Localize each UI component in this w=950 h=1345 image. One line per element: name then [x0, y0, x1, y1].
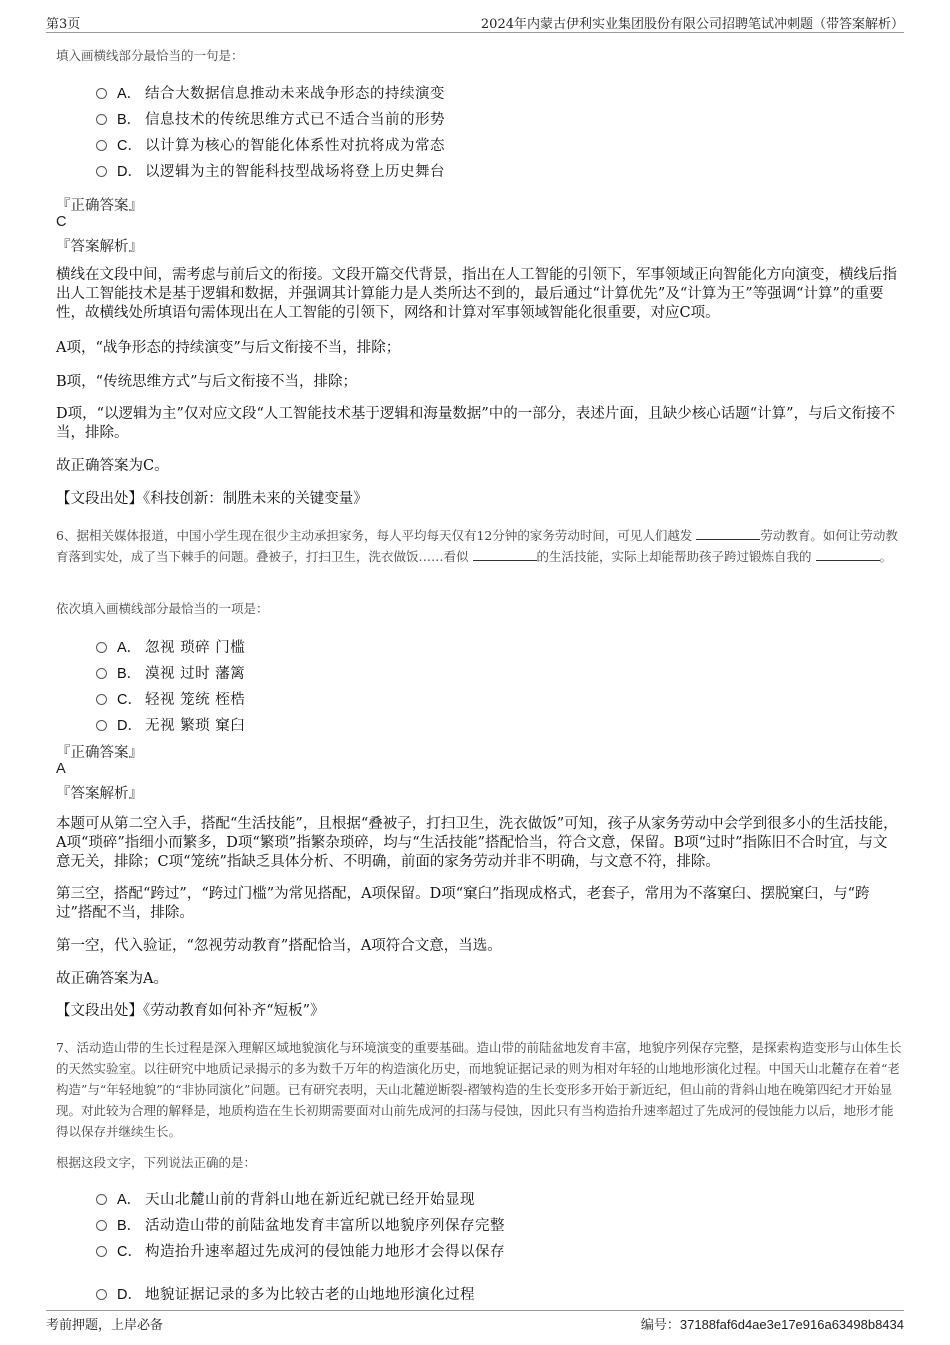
- q5-answer-label: 『正确答案』: [56, 198, 143, 214]
- q6-source: 【文段出处】《劳动教育如何补齐“短板”》: [56, 1003, 325, 1019]
- radio-icon[interactable]: [96, 140, 107, 151]
- q6-answer: A: [56, 761, 66, 777]
- q5-option-c[interactable]: C． 以计算为核心的智能化体系性对抗将成为常态: [96, 134, 445, 155]
- radio-icon[interactable]: [96, 88, 107, 99]
- q6-analysis-label: 『答案解析』: [56, 786, 143, 802]
- q5-option-d[interactable]: D． 以逻辑为主的智能科技型战场将登上历史舞台: [96, 160, 445, 181]
- q6-analysis-paragraph: 本题可从第二空入手，搭配“生活技能”，且根据“叠被子，打扫卫生，洗衣做饭”可知，孩子从家务劳动中会学到很多小的生活技能，A项“琐碎”指细小而繁多，D项“繁琐”指繁杂琐碎，均与“生活技能”搭配恰当，符合文意，保留。B项“过时”指陈旧不合时宜，与文意无关，排除；C项“笼统”指缺乏具体分析、不明确，前面的家务劳动并非不明确，与文意不符，排除。: [56, 816, 898, 870]
- q7-stem: 7、活动造山带的生长过程是深入理解区域地貌演化与环境演变的重要基础。造山带的前陆盆地发育丰富，地貌序列保存完整，是探索构造变形与山体生长的天然实验室。以往研究中地质记录揭示的多为数千万年的构造演化历史，而地貌证据记录的则为相对年轻的山地地形演化过程。中国天山北麓存在着“老构造”与“年轻地貌”的“非协同演化”问题。已有研究表明，天山北麓逆断裂-褶皱构造的生长变形多开始于新近纪，但山前的背斜山地在晚第四纪才开始显现。对此较为合理的解释是，地质构造在生长初期需要面对山前先成河的扫荡与侵蚀，因此只有当构造抬升速率超过了先成河的侵蚀能力以后，地形才能得以保存并继续生长。: [56, 1040, 902, 1139]
- q6-option-d[interactable]: D． 无视 繁琐 窠臼: [96, 714, 245, 735]
- q6-analysis-paragraph: 故正确答案为A。: [56, 971, 168, 987]
- q7-option-a[interactable]: A． 天山北麓山前的背斜山地在新近纪就已经开始显现: [96, 1188, 475, 1209]
- footer-serial: 编号：37188faf6d4ae3e17e916a63498b8434: [640, 1317, 904, 1333]
- radio-icon[interactable]: [96, 668, 107, 679]
- radio-icon[interactable]: [96, 1220, 107, 1231]
- q5-analysis-paragraph: D项，“以逻辑为主”仅对应文段“人工智能技术基于逻辑和海量数据”中的一部分，表述片面，且缺少核心话题“计算”，与后文衔接不当，排除。: [56, 406, 896, 441]
- q6-option-c[interactable]: C． 轻视 笼统 桎梏: [96, 688, 245, 709]
- q7-option-d[interactable]: D． 地貌证据记录的多为比较古老的山地地形演化过程: [96, 1283, 475, 1304]
- radio-icon[interactable]: [96, 1194, 107, 1205]
- q6-option-b[interactable]: B． 漠视 过时 藩篱: [96, 662, 245, 683]
- page-header: [0, 0, 950, 34]
- q5-option-b[interactable]: B． 信息技术的传统思维方式已不适合当前的形势: [96, 108, 445, 129]
- document-title: 2024年内蒙古伊利实业集团股份有限公司招聘笔试冲刺题（带答案解析）: [480, 17, 904, 32]
- footer-divider: [46, 1310, 904, 1311]
- radio-icon[interactable]: [96, 1289, 107, 1300]
- radio-icon[interactable]: [96, 642, 107, 653]
- q5-analysis-paragraph: 横线在文段中间，需考虑与前后文的衔接。文段开篇交代背景，指出在人工智能的引领下，军事领域正向智能化方向演变，横线后指出人工智能技术是基于逻辑和数据，并强调其计算能力是人类所达不到的，最后通过“计算优先”及“计算为王”等强调“计算”的重要性，故横线处所填语句需体现出在人工智能的引领下，网络和计算对军事领域智能化很重要，对应C项。: [56, 267, 897, 321]
- radio-icon[interactable]: [96, 694, 107, 705]
- page-number: 第3页: [46, 17, 81, 32]
- q6-option-a[interactable]: A． 忽视 琐碎 门槛: [96, 636, 245, 657]
- q5-answer: C: [56, 214, 67, 230]
- footer-slogan: 考前押题，上岸必备: [46, 1318, 164, 1333]
- q7-option-c[interactable]: C． 构造抬升速率超过先成河的侵蚀能力地形才会得以保存: [96, 1240, 505, 1261]
- answer-blank[interactable]: [696, 527, 760, 540]
- q5-analysis-paragraph: 故正确答案为C。: [56, 458, 169, 474]
- radio-icon[interactable]: [96, 1246, 107, 1257]
- q6-prompt: 依次填入画横线部分最恰当的一项是：: [56, 601, 269, 616]
- q5-prompt: 填入画横线部分最恰当的一句是：: [56, 48, 244, 63]
- q5-analysis-paragraph: A项，“战争形态的持续演变”与后文衔接不当，排除；: [56, 340, 401, 356]
- q5-analysis-paragraph: B项，“传统思维方式”与后文衔接不当，排除；: [56, 374, 357, 390]
- header-divider: [46, 32, 904, 33]
- q6-analysis-paragraph: 第三空，搭配“跨过”，“跨过门槛”为常见搭配，A项保留。D项“窠臼”指现成格式，老套子，常用为不落窠臼、摆脱窠臼，与“跨过”搭配不当，排除。: [56, 886, 870, 921]
- answer-blank[interactable]: [816, 548, 880, 561]
- q5-option-a[interactable]: A． 结合大数据信息推动未来战争形态的持续演变: [96, 82, 445, 103]
- radio-icon[interactable]: [96, 114, 107, 125]
- q5-analysis-label: 『答案解析』: [56, 239, 143, 255]
- answer-blank[interactable]: [473, 548, 537, 561]
- q7-prompt: 根据这段文字，下列说法正确的是：: [56, 1155, 257, 1170]
- radio-icon[interactable]: [96, 166, 107, 177]
- radio-icon[interactable]: [96, 720, 107, 731]
- q7-option-b[interactable]: B． 活动造山带的前陆盆地发育丰富所以地貌序列保存完整: [96, 1214, 505, 1235]
- q5-source: 【文段出处】《科技创新：制胜未来的关键变量》: [56, 491, 368, 507]
- q6-answer-label: 『正确答案』: [56, 745, 143, 761]
- q6-stem: 6、据相关媒体报道，中国小学生现在很少主动承担家务，每人平均每天仅有12分钟的家务劳动时间，可见人们越发 劳动教育。如何让劳动教育落到实处，成了当下棘手的问题。叠被子，打扫卫生，洗衣做饭……看似 的生活技能，实际上却能帮助孩子跨过锻炼自我的 。: [56, 528, 898, 564]
- serial-number: 37188faf6d4ae3e17e916a63498b8434: [679, 1317, 904, 1332]
- q6-analysis-paragraph: 第一空，代入验证，“忽视劳动教育”搭配恰当，A项符合文意，当选。: [56, 938, 502, 954]
